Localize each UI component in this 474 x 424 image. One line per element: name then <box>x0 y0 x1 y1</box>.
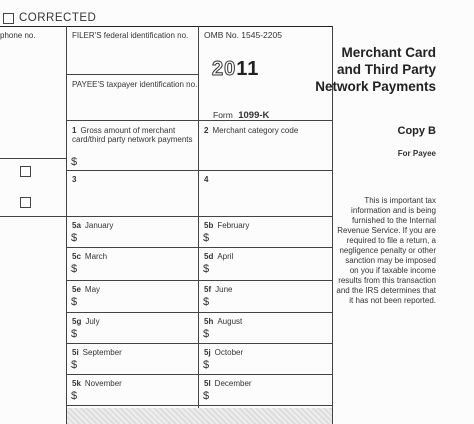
filer-row-line <box>66 74 198 75</box>
checkbox-1[interactable] <box>20 166 31 177</box>
month-box-number: 5k <box>72 379 81 388</box>
box2-number: 2 <box>204 126 209 135</box>
month-dollar: $ <box>71 232 78 244</box>
month-dollar: $ <box>203 390 210 402</box>
month-name: February <box>217 221 250 230</box>
month-box-number: 5i <box>72 348 79 357</box>
month-dollar: $ <box>203 296 210 308</box>
month-box-number: 5l <box>204 379 211 388</box>
month-amount-field[interactable] <box>80 389 198 403</box>
month-dollar: $ <box>71 390 78 402</box>
month-amount-field[interactable] <box>80 231 198 245</box>
month-box-number: 5b <box>204 221 214 230</box>
month-row-line <box>66 280 332 281</box>
left-divider <box>66 26 67 424</box>
month-row-line <box>66 374 332 375</box>
month-label <box>204 252 233 261</box>
corrected-checkbox[interactable] <box>3 13 14 24</box>
month-label <box>204 379 252 388</box>
payee-tin-field[interactable] <box>67 90 198 118</box>
box2-field[interactable] <box>200 137 330 168</box>
month-dollar: $ <box>203 328 210 340</box>
month-name: November <box>84 379 122 388</box>
month-name: August <box>217 317 243 326</box>
month-dollar: $ <box>71 263 78 275</box>
month-box-number: 5e <box>72 285 81 294</box>
payee-tin-label: PAYEE'S taxpayer identification no. <box>72 80 198 89</box>
month-dollar: $ <box>71 328 78 340</box>
left-row-line-2 <box>0 216 66 217</box>
form-number: 1099-K <box>238 110 270 121</box>
box4-label <box>204 175 212 184</box>
form-year <box>212 58 259 81</box>
title-line-3: Network Payments <box>315 79 436 94</box>
month-amount-field[interactable] <box>212 262 330 276</box>
month-row-line <box>66 405 332 406</box>
month-row-line <box>66 343 332 344</box>
month-name: June <box>215 285 233 294</box>
box3-number: 3 <box>72 175 77 184</box>
month-amount-field[interactable] <box>80 262 198 276</box>
month-amount-field[interactable] <box>212 358 330 372</box>
title-line-2: and Third Party <box>336 62 436 77</box>
month-amount-field[interactable] <box>80 358 198 372</box>
month-label <box>204 221 249 230</box>
box1-number: 1 <box>72 126 77 135</box>
month-box-number: 5j <box>204 348 211 357</box>
month-dollar: $ <box>203 359 210 371</box>
mid-divider <box>198 26 199 424</box>
omb-label: OMB No. 1545-2205 <box>204 30 282 40</box>
month-row-line <box>66 216 332 217</box>
month-name: December <box>214 379 252 388</box>
row-line-box1 <box>66 120 332 121</box>
month-name: May <box>84 285 101 294</box>
box1-dollar: $ <box>71 156 78 168</box>
corrected-label: CORRECTED <box>19 12 97 24</box>
month-dollar: $ <box>203 232 210 244</box>
month-label <box>204 285 232 294</box>
month-label <box>72 285 100 294</box>
month-box-number: 5d <box>204 252 214 261</box>
month-name: April <box>217 252 234 261</box>
left-row-line <box>0 158 66 159</box>
box4-field[interactable] <box>200 184 330 214</box>
month-name: October <box>214 348 244 357</box>
month-box-number: 5c <box>72 252 81 261</box>
month-row-line <box>66 247 332 248</box>
box4-number: 4 <box>204 175 209 184</box>
checkbox-2[interactable] <box>20 197 31 208</box>
form-label <box>213 111 269 120</box>
month-label <box>204 317 242 326</box>
box2-text: Merchant category code <box>212 126 299 135</box>
month-amount-field[interactable] <box>80 327 198 341</box>
month-name: September <box>82 348 122 357</box>
month-box-number: 5h <box>204 317 214 326</box>
title-line-1: Merchant Card <box>341 45 436 60</box>
for-payee-label: For Payee <box>397 149 436 158</box>
month-dollar: $ <box>203 263 210 275</box>
phone-label: phone no. <box>0 31 36 40</box>
year-prefix: 20 <box>212 58 237 80</box>
year-suffix: 11 <box>236 58 260 80</box>
form-title <box>315 44 436 95</box>
month-label <box>72 348 122 357</box>
month-label <box>72 317 100 326</box>
filer-fed-id-label: FILER'S federal identification no. <box>72 31 189 40</box>
month-dollar: $ <box>71 359 78 371</box>
copy-label: Copy B <box>397 125 436 137</box>
box1-amount-field[interactable] <box>80 155 196 168</box>
month-box-number: 5f <box>204 285 212 294</box>
shaded-area <box>67 408 332 424</box>
month-amount-field[interactable] <box>212 231 330 245</box>
month-row-line <box>66 312 332 313</box>
month-name: January <box>84 221 114 230</box>
month-label <box>72 221 113 230</box>
month-name: March <box>84 252 108 261</box>
month-label <box>72 379 122 388</box>
month-amount-field[interactable] <box>212 389 330 403</box>
form-top-border <box>0 26 332 27</box>
row-line-box3 <box>66 170 332 171</box>
month-label <box>204 348 243 357</box>
month-amount-field[interactable] <box>80 295 198 309</box>
month-box-number: 5a <box>72 221 81 230</box>
box1-text: Gross amount of merchant card/third party network payments <box>72 126 193 144</box>
month-name: July <box>85 317 100 326</box>
payee-notice: This is important tax information and is being furnished to the Internal Revenue Service. If you are required to file a return, a negligence penalty or other sanction may be imposed on you if taxable income results from this transaction and the IRS determines that it has not been reported. <box>336 196 436 305</box>
month-amount-field[interactable] <box>212 327 330 341</box>
month-amount-field[interactable] <box>212 295 330 309</box>
month-box-number: 5g <box>72 317 82 326</box>
box1-label <box>72 126 196 144</box>
month-label <box>72 252 107 261</box>
box2-label <box>204 126 298 135</box>
form-word: Form <box>213 110 233 120</box>
box3-label <box>72 175 80 184</box>
filer-fed-id-field[interactable] <box>67 40 198 74</box>
box3-field[interactable] <box>67 184 198 214</box>
month-dollar: $ <box>71 296 78 308</box>
